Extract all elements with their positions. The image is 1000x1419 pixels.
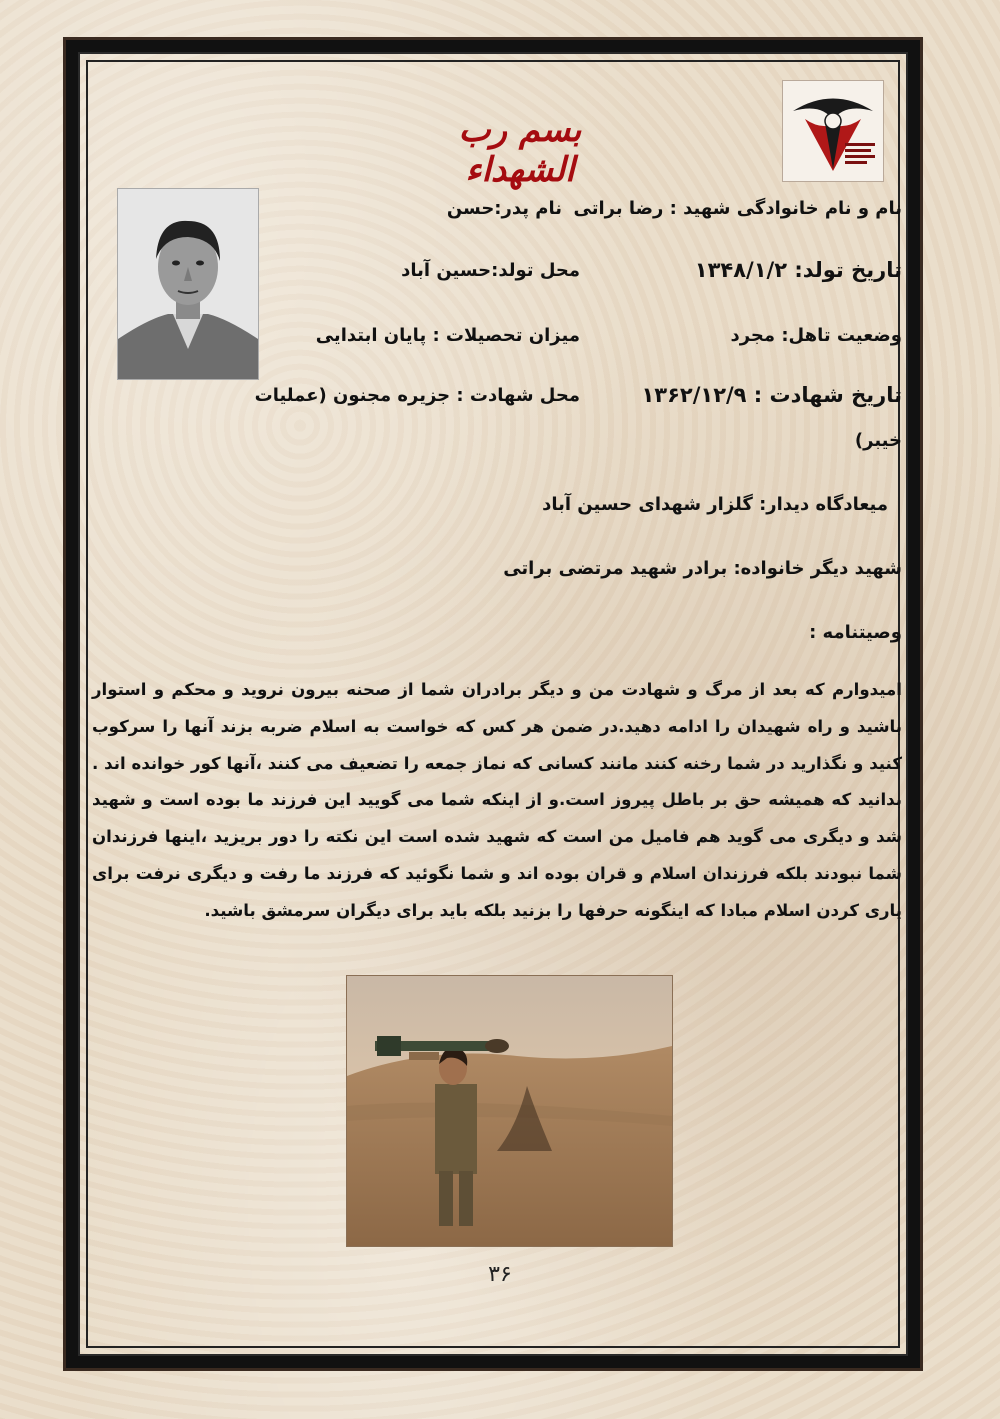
martyr-field-photo <box>346 975 673 1247</box>
birth-place: محل تولد:حسین آباد <box>401 260 580 281</box>
meeting-place: میعادگاه دیدار: گلزار شهدای حسین آباد <box>542 494 888 515</box>
page-title: بسم رب الشهداء <box>458 110 582 190</box>
logo-emblem-icon <box>783 81 883 181</box>
martyrs-foundation-logo <box>782 80 884 182</box>
other-family-martyr: شهید دیگر خانواده: برادر شهید مرتضی براتی <box>503 558 902 579</box>
martyrdom-place: محل شهادت : جزیره مجنون (عملیات <box>254 385 580 406</box>
will-text: امیدوارم که بعد از مرگ و شهادت من و دیگر برادران شما از صحنه بیرون نروید و محکم و استوار باشید و راه شهیدان را ادامه دهید.در ضمن هر کس که خواست به اسلام ضربه بزند آنها را سرکوب کنید و نگذارید در شما رخنه کنند مانند کسانی که نماز جمعه را تضعیف می کنند ،آنها کور خوانده اند . بدانید که همیشه حق بر باطل پیروز است.و از اینکه شما می گویید این فرزند ما بوده است و شهید شد و دیگری می گوید هم فامیل من است که شهید شده است این نکته را دور بریزید ،اینها فرزندان شما نبودند بلکه فرزندان اسلام و قران بوده اند و شما نگوئید که فرزند ما رفت و دیگری نرفت برای یاری کردن اسلام مبادا که اینگونه حرفها را بزنید بلکه باید برای دیگران سرمشق باشید. <box>92 680 902 920</box>
father-name: نام پدر:حسن <box>446 198 562 219</box>
page-number: ۳۶ <box>488 1262 512 1287</box>
education-level: میزان تحصیلات : پایان ابتدایی <box>315 325 580 346</box>
martyr-name: نام و نام خانوادگی شهید : رضا براتی <box>573 198 902 219</box>
will-heading: وصیتنامه : <box>809 622 902 643</box>
martyr-portrait <box>117 188 259 380</box>
martyrdom-place-continued: خیبر) <box>854 430 902 451</box>
martyrdom-date: تاریخ شهادت : ۱۳۶۲/۱۲/۹ <box>641 383 902 407</box>
marital-status: وضعیت تاهل: مجرد <box>730 325 902 346</box>
birth-date: تاریخ تولد: ۱۳۴۸/۱/۲ <box>694 258 902 282</box>
